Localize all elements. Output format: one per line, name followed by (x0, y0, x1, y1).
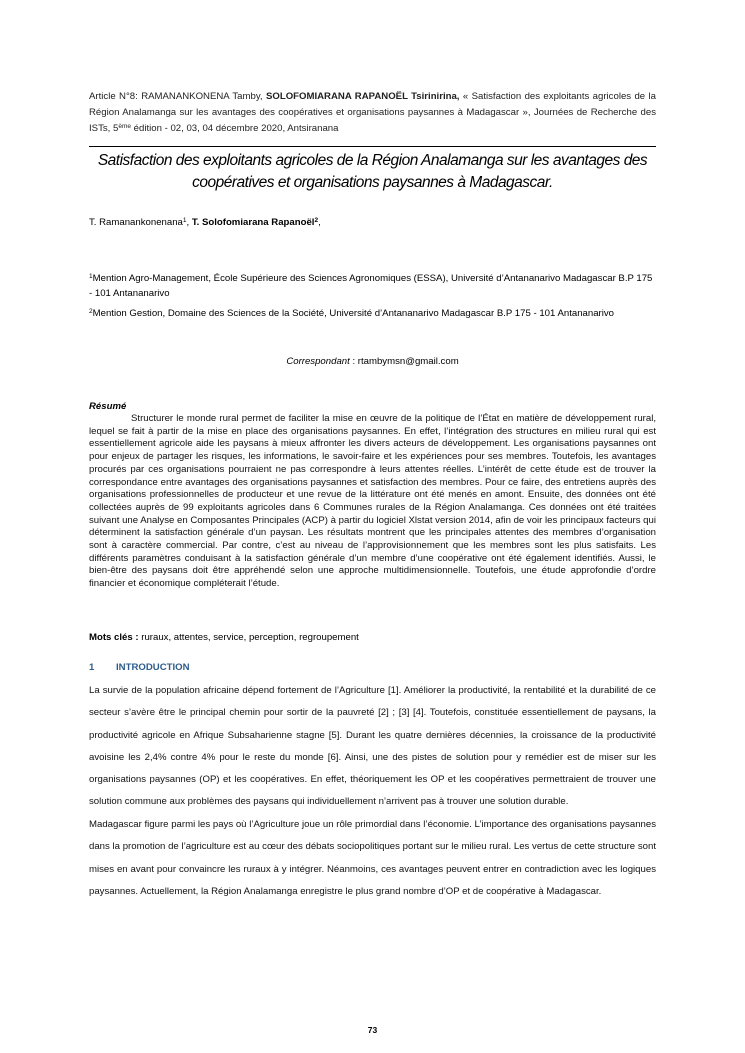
title-divider (89, 146, 656, 147)
affiliation-1: $^1$Mention Agro-Management, École Supérieure des Sciences Agronomiques (ESSA), Université d’Antananarivo Madagascar B.P 175 - 101 Antananarivo (89, 273, 653, 299)
body-paragraph: La survie de la population africaine dépend fortement de l’Agriculture [1]. Améliorer la productivité, la rentabilité et la durabilité de ce secteur s’avère être le principal chemin pour sortir de la pauvreté [2] ; [3] [4]. Toutefois, constituée essentiellement de paysans, la productivité agricole en Afrique Subsaharienne stagne [5]. Durant les quatre dernières décennies, la croissance de la productivité avoisine les 2,4% contre 4% pour le reste du monde [6]. Ainsi, une des pistes de solution pour y remédier est de miser sur les organisations paysannes (OP) et les coopératives. En effet, théoriquement les OP et les coopératives permettraient de trouver une solution commune aux problèmes des paysans qui individuellement n’arrivent pas à trouver une solution durable. (89, 685, 656, 808)
author-2: T. Solofomiarana Rapanoël (191, 217, 315, 228)
article-title: Satisfaction des exploitants agricoles de la Région Analamanga sur les avantages des coopératives et organisations paysannes à Madagascar. (97, 152, 648, 191)
correspondant-email: rtambymsn@gmail.com (357, 356, 459, 367)
affiliation-2: $^2$Mention Gestion, Domaine des Sciences de la Société, Université d’Antananarivo Madagascar B.P 175 - 101 Antananarivo (89, 308, 615, 319)
author-line: T. Ramanankonenana$^1$, T. Solofomiarana Rapanoël$^2$, (89, 217, 321, 228)
resume-heading: Résumé (89, 401, 127, 412)
body-paragraph: Madagascar figure parmi les pays où l’Agriculture joue un rôle primordial dans l’économie. L’importance des organisations paysannes dans la promotion de l’agriculture est au cœur des débats sociopolitiques portant sur le milieu rural. Les vertus de cette structure sont mises en avant pour convaincre les ruraux à y intégrer. Néanmoins, ces avantages peuvent entrer en contradiction avec les logiques paysannes. Actuellement, la Région Analamanga enregistre le plus grand nombre d’OP et de coopérative à Madagascar. (89, 819, 656, 897)
correspondant-line: Correspondant : rtambymsn@gmail.com (286, 356, 459, 367)
article-citation: Article N°8: RAMANANKONENA Tamby, SOLOFOMIARANA RAPANOËL Tsirinirina, « Satisfaction des exploitants agricoles de la Région Analamanga sur les avantages des coopératives et organisations paysannes à Madagascar », Journées de Recherche des ISTs, 5ème édition - 02, 03, 04 décembre 2020, Antsiranana (89, 91, 656, 134)
resume-text: Structurer le monde rural permet de faciliter la mise en œuvre de la politique de l’État en matière de développement rural, lequel se fait à partir de la mise en place des organisations paysannes. En effet, l’intégration des structures en milieu rural qui est essentiellement agricole aide les paysans à mieux affronter les divers acteurs de développement. Les organisations paysannes ont pour enjeux de partager les risques, les informations, le savoir-faire et les expériences pour ses membres. Toutefois, les avantages procurés par ces organisations pourraient ne pas correspondre à leurs attentes réelles. L’intérêt de cette étude est de trouver la correspondance entre avantages des organisations paysannes et satisfaction des membres. Pour ce faire, des entretiens auprès des organisations professionnelles de producteur et une revue de la littérature ont été menés en amont. Ensuite, des données ont été collectées auprès de 99 exploitants agricoles dans 6 Communes rurales de la Région Analamanga. Ces données ont été traitées suivant une Analyse en Composantes Principales (ACP) à partir du logiciel Xlstat version 2014, afin de voir les principaux facteurs qui déterminent la satisfaction générale d’un paysan. Les résultats montrent que les principales attentes des membres d’organisation sont à caractère commercial. Par contre, c’est au niveau de l’approvisionnement que les membres sont les plus satisfaits. Les différents paramètres conduisant à la satisfaction générale d’un membre d’une coopérative ont été également identifiés. Aussi, le bien-être des paysans doit être appréhendé selon une approche multidimensionnelle. Toutefois, une étude approfondie d’ordre financier et économique compléterait l’étude. (89, 413, 656, 590)
edition-superscript: ème (118, 123, 131, 130)
keywords-line: Mots clés : ruraux, attentes, service, perception, regroupement (89, 632, 359, 643)
page-number: 73 (367, 1025, 378, 1035)
section-heading-introduction: 1 INTRODUCTION (89, 662, 190, 673)
citation-bold-author: SOLOFOMIARANA RAPANOËL Tsirinirina, (265, 91, 460, 102)
author-1: T. Ramanankonenana (89, 217, 183, 228)
